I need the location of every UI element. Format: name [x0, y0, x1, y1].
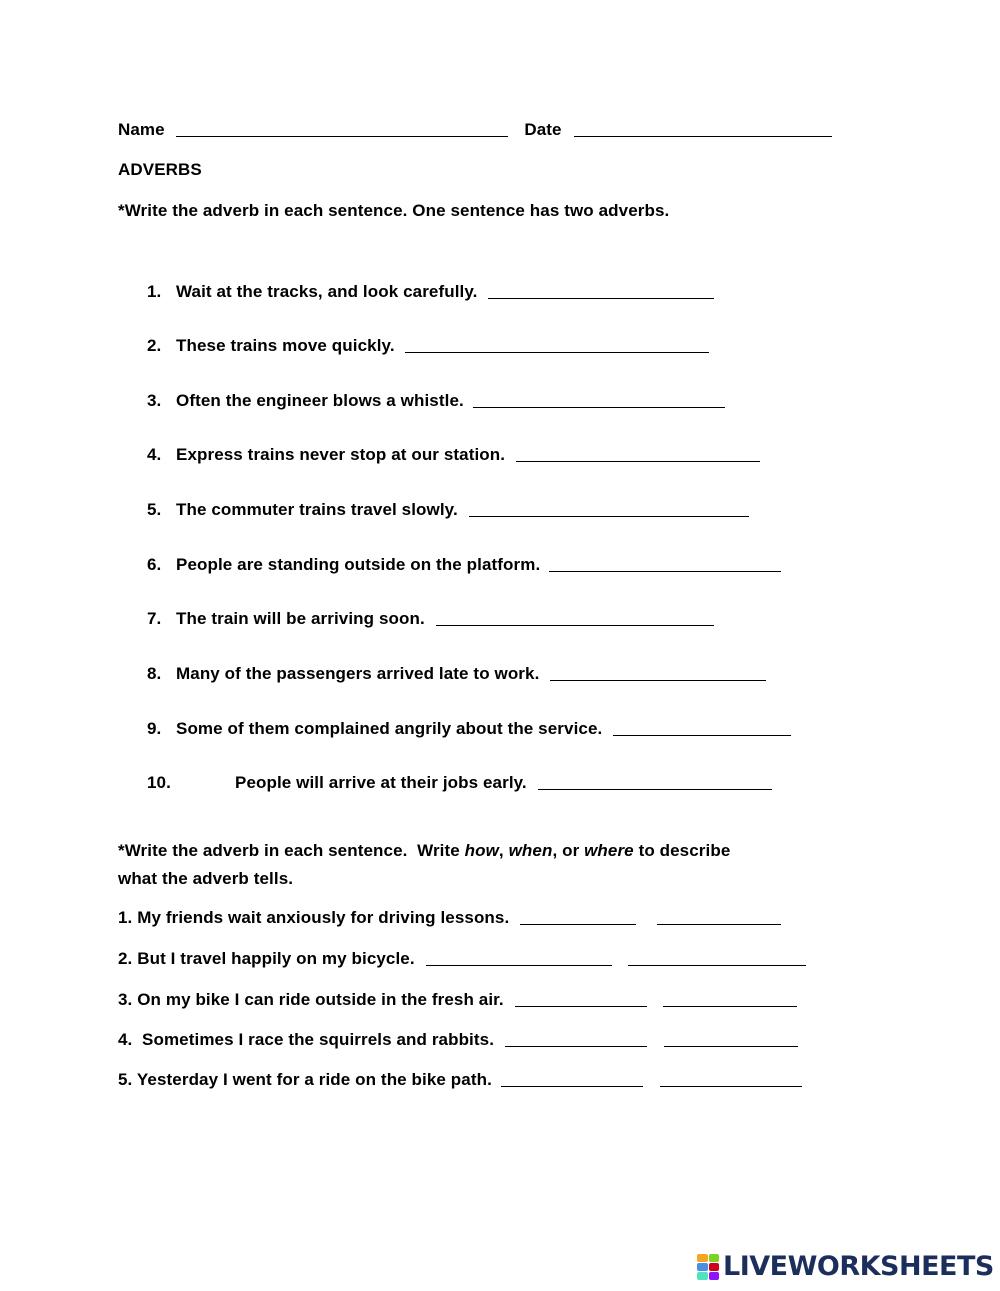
adverb-answer-field[interactable] [426, 949, 612, 966]
question-text: Yesterday I went for a ride on the bike path. [136, 1070, 492, 1089]
question-number: 4. [118, 1030, 133, 1049]
question-text: The commuter trains travel slowly. [176, 500, 458, 519]
question-text: Often the engineer blows a whistle. [176, 391, 464, 410]
question-row [118, 908, 781, 928]
date-label: Date [524, 120, 562, 139]
question-row [147, 609, 714, 629]
question-text: Sometimes I race the squirrels and rabbits. [137, 1030, 495, 1049]
question-row [147, 555, 781, 575]
logo-blocks-icon [697, 1254, 719, 1280]
answer-field[interactable] [550, 664, 766, 681]
logo-text: LIVEWORKSHEETS [723, 1251, 994, 1282]
type-answer-field[interactable] [663, 990, 797, 1007]
adverb-answer-field[interactable] [520, 908, 636, 925]
question-text: People will arrive at their jobs early. [235, 773, 527, 792]
question-number: 5. [118, 1070, 133, 1089]
answer-field[interactable] [488, 282, 714, 299]
worksheet-title: ADVERBS [118, 160, 202, 179]
question-number: 6. [147, 555, 162, 574]
question-row [147, 773, 772, 793]
question-text: My friends wait anxiously for driving lessons. [137, 908, 510, 927]
question-row [118, 1030, 798, 1050]
answer-field[interactable] [469, 500, 749, 517]
question-number: 3. [118, 990, 133, 1009]
instruction-text: *Write the adverb in each sentence. Write [118, 841, 465, 860]
instruction-text: to describe [633, 841, 731, 860]
name-label: Name [118, 120, 165, 139]
question-text: People are standing outside on the platform. [176, 555, 541, 574]
answer-field[interactable] [405, 336, 709, 353]
answer-field[interactable] [613, 719, 791, 736]
name-field[interactable] [176, 120, 508, 137]
question-text: These trains move quickly. [176, 336, 395, 355]
type-answer-field[interactable] [664, 1030, 798, 1047]
type-answer-field[interactable] [657, 908, 781, 925]
section2-instruction [118, 841, 730, 861]
section2-instruction-line2: what the adverb tells. [118, 869, 294, 888]
question-text: But I travel happily on my bicycle. [137, 949, 415, 968]
instruction-separator: , [498, 841, 509, 860]
date-field[interactable] [574, 120, 832, 137]
question-row [147, 445, 760, 465]
question-row [118, 1070, 802, 1090]
question-number: 3. [147, 391, 162, 410]
question-row [147, 500, 749, 520]
question-number: 5. [147, 500, 162, 519]
question-row [147, 282, 714, 302]
liveworksheets-logo [697, 1252, 994, 1282]
answer-field[interactable] [436, 609, 714, 626]
adverb-answer-field[interactable] [501, 1070, 643, 1087]
type-answer-field[interactable] [628, 949, 806, 966]
answer-field[interactable] [538, 773, 772, 790]
question-number: 7. [147, 609, 162, 628]
question-row [147, 391, 725, 411]
keyword-when: when [508, 841, 553, 860]
answer-field[interactable] [549, 555, 781, 572]
answer-field[interactable] [516, 445, 760, 462]
keyword-how: how [464, 841, 499, 860]
section1-instruction: *Write the adverb in each sentence. One sentence has two adverbs. [118, 201, 670, 220]
question-text: Wait at the tracks, and look carefully. [176, 282, 478, 301]
keyword-where: where [584, 841, 634, 860]
question-text: On my bike I can ride outside in the fresh air. [137, 990, 504, 1009]
question-number: 1. [147, 282, 162, 301]
question-text: Express trains never stop at our station. [176, 445, 506, 464]
adverb-answer-field[interactable] [515, 990, 647, 1007]
question-row [147, 664, 766, 684]
question-text: The train will be arriving soon. [176, 609, 425, 628]
question-number: 2. [147, 336, 162, 355]
instruction-separator: , or [552, 841, 585, 860]
name-date-row [118, 120, 832, 140]
question-text: Some of them complained angrily about the service. [176, 719, 603, 738]
question-row [118, 990, 797, 1010]
question-row [118, 949, 806, 969]
question-number: 2. [118, 949, 133, 968]
question-number: 9. [147, 719, 162, 738]
question-number: 1. [118, 908, 133, 927]
adverb-answer-field[interactable] [505, 1030, 647, 1047]
question-row [147, 719, 791, 739]
question-number: 4. [147, 445, 162, 464]
question-text: Many of the passengers arrived late to work. [176, 664, 540, 683]
question-row [147, 336, 709, 356]
question-number: 8. [147, 664, 162, 683]
question-number: 10. [147, 773, 171, 792]
answer-field[interactable] [473, 391, 725, 408]
type-answer-field[interactable] [660, 1070, 802, 1087]
